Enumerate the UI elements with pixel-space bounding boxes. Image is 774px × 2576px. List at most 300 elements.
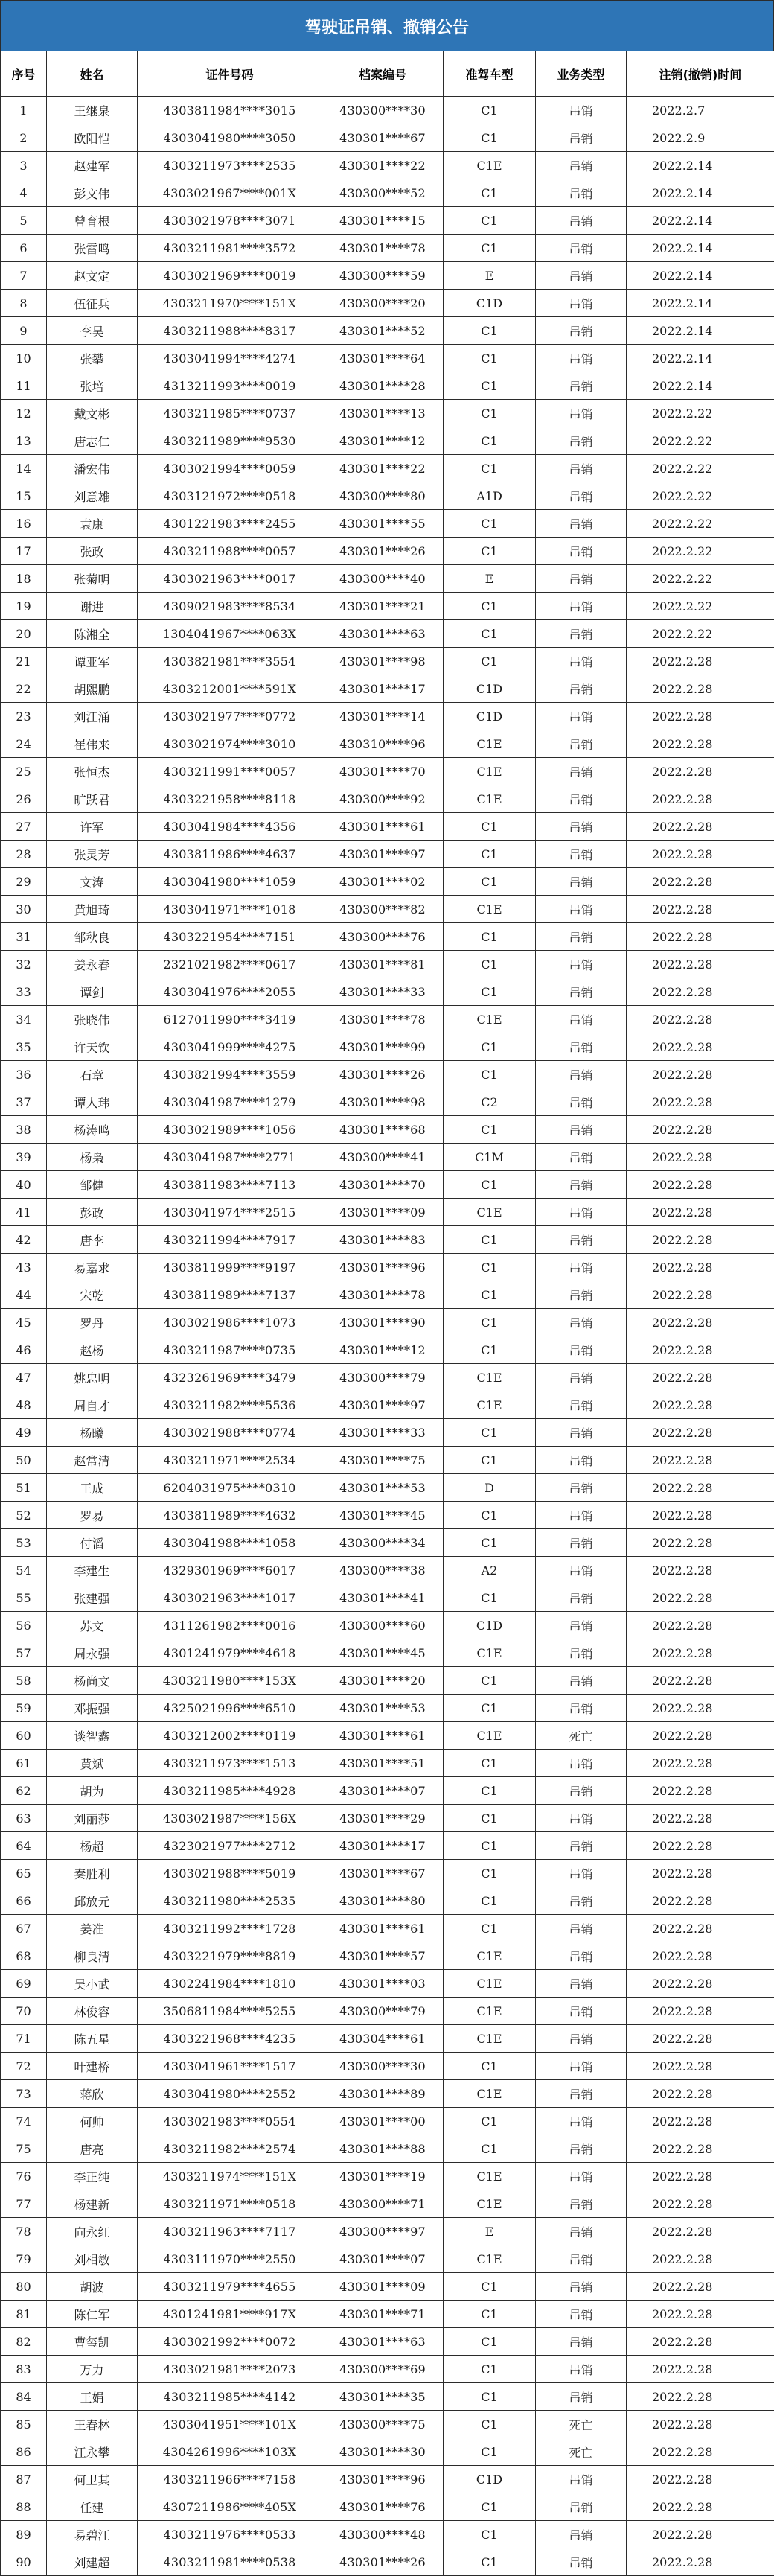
cell-seq: 53: [1, 1529, 47, 1557]
cell-revoke-date: 2022.2.28: [627, 1364, 774, 1391]
cell-id-number: 4303041976****2055: [138, 978, 322, 1006]
cell-file-number: 430301****26: [322, 538, 444, 565]
cell-seq: 64: [1, 1832, 47, 1860]
table-row: [1, 179, 774, 207]
table-row: [1, 1336, 774, 1364]
cell-vehicle-class: C1: [444, 2548, 536, 2576]
cell-file-number: 430301****99: [322, 1033, 444, 1061]
cell-seq: 38: [1, 1116, 47, 1144]
cell-business-type: 吊销: [536, 1805, 627, 1832]
revocation-table: [0, 51, 774, 2576]
cell-vehicle-class: C1D: [444, 1612, 536, 1639]
cell-id-number: 4323021977****2712: [138, 1832, 322, 1860]
cell-file-number: 430301****63: [322, 620, 444, 648]
cell-seq: 85: [1, 2411, 47, 2438]
cell-revoke-date: 2022.2.14: [627, 372, 774, 400]
cell-id-number: 4303212001****591X: [138, 675, 322, 703]
cell-name: 李正纯: [47, 2163, 138, 2190]
cell-vehicle-class: C1: [444, 1447, 536, 1474]
cell-id-number: 4303211974****151X: [138, 2163, 322, 2190]
cell-id-number: 4303211985****4142: [138, 2383, 322, 2411]
cell-id-number: 4303211980****153X: [138, 1667, 322, 1695]
cell-file-number: 430304****61: [322, 2025, 444, 2053]
cell-vehicle-class: C1: [444, 1254, 536, 1281]
cell-id-number: 4325021996****6510: [138, 1695, 322, 1722]
cell-vehicle-class: C1: [444, 593, 536, 620]
cell-revoke-date: 2022.2.28: [627, 2135, 774, 2163]
cell-name: 赵常清: [47, 1447, 138, 1474]
cell-revoke-date: 2022.2.28: [627, 1695, 774, 1722]
cell-name: 周永强: [47, 1639, 138, 1667]
cell-file-number: 430301****53: [322, 1474, 444, 1502]
cell-business-type: 吊销: [536, 1309, 627, 1336]
table-row: [1, 1502, 774, 1529]
cell-name: 唐亮: [47, 2135, 138, 2163]
cell-seq: 20: [1, 620, 47, 648]
cell-revoke-date: 2022.2.28: [627, 1088, 774, 1116]
table-row: [1, 1639, 774, 1667]
cell-seq: 84: [1, 2383, 47, 2411]
cell-name: 王成: [47, 1474, 138, 1502]
cell-business-type: 吊销: [536, 868, 627, 896]
cell-revoke-date: 2022.2.28: [627, 2053, 774, 2080]
cell-id-number: 4303021963****0017: [138, 565, 322, 593]
cell-file-number: 430301****41: [322, 1584, 444, 1612]
cell-name: 姜永春: [47, 951, 138, 978]
cell-id-number: 4301241979****4618: [138, 1639, 322, 1667]
cell-file-number: 430301****30: [322, 2438, 444, 2466]
cell-file-number: 430301****15: [322, 207, 444, 235]
cell-name: 谭剑: [47, 978, 138, 1006]
table-row: [1, 1419, 774, 1447]
cell-revoke-date: 2022.2.14: [627, 290, 774, 317]
cell-revoke-date: 2022.2.28: [627, 1860, 774, 1887]
cell-id-number: 4303021988****5019: [138, 1860, 322, 1887]
cell-id-number: 4303211966****7158: [138, 2466, 322, 2493]
cell-vehicle-class: C1: [444, 923, 536, 951]
cell-vehicle-class: C1E: [444, 1391, 536, 1419]
cell-file-number: 430300****60: [322, 1612, 444, 1639]
cell-seq: 27: [1, 813, 47, 841]
cell-vehicle-class: C1E: [444, 2245, 536, 2273]
table-row: [1, 1116, 774, 1144]
cell-business-type: 吊销: [536, 2108, 627, 2135]
cell-vehicle-class: C1E: [444, 1970, 536, 1998]
cell-business-type: 吊销: [536, 97, 627, 124]
cell-id-number: 4303811989****7137: [138, 1281, 322, 1309]
cell-id-number: 4303041988****1058: [138, 1529, 322, 1557]
cell-name: 杨尚文: [47, 1667, 138, 1695]
cell-seq: 87: [1, 2466, 47, 2493]
cell-vehicle-class: C1: [444, 1336, 536, 1364]
cell-vehicle-class: C1E: [444, 730, 536, 758]
cell-business-type: 吊销: [536, 813, 627, 841]
cell-business-type: 吊销: [536, 1254, 627, 1281]
cell-file-number: 430300****34: [322, 1529, 444, 1557]
cell-business-type: 吊销: [536, 2301, 627, 2328]
cell-vehicle-class: C1: [444, 2273, 536, 2301]
cell-name: 谈智鑫: [47, 1722, 138, 1750]
header-revoke-date: 注销(撤销)时间: [627, 51, 774, 97]
cell-business-type: 吊销: [536, 675, 627, 703]
cell-file-number: 430301****61: [322, 813, 444, 841]
cell-vehicle-class: C1: [444, 2411, 536, 2438]
cell-seq: 88: [1, 2493, 47, 2521]
cell-seq: 14: [1, 455, 47, 482]
cell-file-number: 430301****97: [322, 1391, 444, 1419]
cell-seq: 34: [1, 1006, 47, 1033]
cell-seq: 22: [1, 675, 47, 703]
cell-id-number: 4329301969****6017: [138, 1557, 322, 1584]
cell-file-number: 430301****64: [322, 345, 444, 372]
cell-vehicle-class: C1: [444, 1226, 536, 1254]
cell-revoke-date: 2022.2.28: [627, 1722, 774, 1750]
table-row: [1, 1942, 774, 1970]
cell-revoke-date: 2022.2.28: [627, 1915, 774, 1942]
cell-vehicle-class: C1: [444, 2053, 536, 2080]
cell-vehicle-class: C1: [444, 2383, 536, 2411]
table-row: [1, 2383, 774, 2411]
cell-seq: 86: [1, 2438, 47, 2466]
cell-name: 刘意雄: [47, 482, 138, 510]
cell-seq: 52: [1, 1502, 47, 1529]
cell-file-number: 430301****07: [322, 1777, 444, 1805]
cell-revoke-date: 2022.2.28: [627, 2025, 774, 2053]
cell-revoke-date: 2022.2.28: [627, 1006, 774, 1033]
cell-name: 江永攀: [47, 2438, 138, 2466]
cell-id-number: 4302241984****1810: [138, 1970, 322, 1998]
cell-file-number: 430301****53: [322, 1695, 444, 1722]
cell-business-type: 吊销: [536, 1860, 627, 1887]
cell-seq: 28: [1, 841, 47, 868]
cell-vehicle-class: C1: [444, 235, 536, 262]
cell-vehicle-class: C1: [444, 1695, 536, 1722]
table-row: [1, 593, 774, 620]
cell-seq: 25: [1, 758, 47, 785]
cell-id-number: 4303211963****7117: [138, 2218, 322, 2245]
cell-name: 彭政: [47, 1199, 138, 1226]
cell-revoke-date: 2022.2.28: [627, 2438, 774, 2466]
cell-vehicle-class: C1E: [444, 1639, 536, 1667]
cell-name: 石章: [47, 1061, 138, 1088]
cell-business-type: 吊销: [536, 2466, 627, 2493]
cell-vehicle-class: C1: [444, 2438, 536, 2466]
cell-business-type: 吊销: [536, 730, 627, 758]
cell-name: 黄旭琦: [47, 896, 138, 923]
table-row: [1, 152, 774, 179]
cell-id-number: 4303221954****7151: [138, 923, 322, 951]
table-row: [1, 951, 774, 978]
cell-file-number: 430300****40: [322, 565, 444, 593]
cell-id-number: 4313211993****0019: [138, 372, 322, 400]
cell-vehicle-class: C1: [444, 951, 536, 978]
cell-seq: 17: [1, 538, 47, 565]
cell-file-number: 430301****26: [322, 2548, 444, 2576]
cell-seq: 37: [1, 1088, 47, 1116]
cell-seq: 44: [1, 1281, 47, 1309]
cell-revoke-date: 2022.2.28: [627, 2218, 774, 2245]
cell-business-type: 吊销: [536, 1419, 627, 1447]
cell-name: 胡为: [47, 1777, 138, 1805]
cell-revoke-date: 2022.2.28: [627, 1144, 774, 1171]
cell-vehicle-class: C1: [444, 317, 536, 345]
cell-business-type: 吊销: [536, 1336, 627, 1364]
cell-revoke-date: 2022.2.28: [627, 1336, 774, 1364]
cell-seq: 31: [1, 923, 47, 951]
cell-file-number: 430301****98: [322, 1088, 444, 1116]
cell-vehicle-class: E: [444, 565, 536, 593]
table-row: [1, 758, 774, 785]
cell-revoke-date: 2022.2.28: [627, 2273, 774, 2301]
cell-revoke-date: 2022.2.22: [627, 455, 774, 482]
cell-business-type: 吊销: [536, 2245, 627, 2273]
cell-revoke-date: 2022.2.28: [627, 2190, 774, 2218]
header-id-number: 证件号码: [138, 51, 322, 97]
table-row: [1, 868, 774, 896]
table-row: [1, 1805, 774, 1832]
cell-file-number: 430300****80: [322, 482, 444, 510]
cell-seq: 32: [1, 951, 47, 978]
cell-name: 谭亚军: [47, 648, 138, 675]
cell-vehicle-class: C1: [444, 1033, 536, 1061]
cell-id-number: 4303041987****1279: [138, 1088, 322, 1116]
cell-revoke-date: 2022.2.28: [627, 1309, 774, 1336]
cell-file-number: 430301****20: [322, 1667, 444, 1695]
table-row: [1, 1970, 774, 1998]
cell-revoke-date: 2022.2.28: [627, 1639, 774, 1667]
cell-seq: 50: [1, 1447, 47, 1474]
cell-seq: 36: [1, 1061, 47, 1088]
table-row: [1, 1529, 774, 1557]
cell-id-number: 4303211985****0737: [138, 400, 322, 427]
cell-name: 姜准: [47, 1915, 138, 1942]
cell-business-type: 吊销: [536, 1584, 627, 1612]
table-row: [1, 2466, 774, 2493]
cell-name: 旷跃君: [47, 785, 138, 813]
cell-revoke-date: 2022.2.28: [627, 2080, 774, 2108]
cell-file-number: 430301****07: [322, 2245, 444, 2273]
table-row: [1, 2411, 774, 2438]
cell-id-number: 4303041974****2515: [138, 1199, 322, 1226]
cell-revoke-date: 2022.2.22: [627, 620, 774, 648]
cell-name: 张培: [47, 372, 138, 400]
cell-file-number: 430301****17: [322, 1832, 444, 1860]
table-row: [1, 1695, 774, 1722]
cell-vehicle-class: C1E: [444, 2080, 536, 2108]
cell-name: 杨涛鸣: [47, 1116, 138, 1144]
cell-file-number: 430301****78: [322, 235, 444, 262]
cell-seq: 10: [1, 345, 47, 372]
cell-seq: 19: [1, 593, 47, 620]
cell-name: 赵建军: [47, 152, 138, 179]
cell-id-number: 2321021982****0617: [138, 951, 322, 978]
table-row: [1, 730, 774, 758]
cell-seq: 82: [1, 2328, 47, 2356]
table-row: [1, 1998, 774, 2025]
cell-id-number: 4303211973****1513: [138, 1750, 322, 1777]
cell-seq: 24: [1, 730, 47, 758]
cell-revoke-date: 2022.2.28: [627, 2328, 774, 2356]
table-row: [1, 372, 774, 400]
cell-revoke-date: 2022.2.14: [627, 179, 774, 207]
cell-seq: 56: [1, 1612, 47, 1639]
cell-file-number: 430300****92: [322, 785, 444, 813]
cell-file-number: 430301****57: [322, 1942, 444, 1970]
cell-seq: 62: [1, 1777, 47, 1805]
cell-id-number: 4303211980****2535: [138, 1887, 322, 1915]
cell-file-number: 430301****51: [322, 1750, 444, 1777]
cell-business-type: 吊销: [536, 1006, 627, 1033]
cell-revoke-date: 2022.2.22: [627, 510, 774, 538]
cell-revoke-date: 2022.2.28: [627, 1584, 774, 1612]
table-row: [1, 841, 774, 868]
table-row: [1, 648, 774, 675]
cell-file-number: 430301****90: [322, 1309, 444, 1336]
cell-revoke-date: 2022.2.28: [627, 1667, 774, 1695]
table-row: [1, 124, 774, 152]
cell-business-type: 吊销: [536, 1695, 627, 1722]
cell-name: 伍征兵: [47, 290, 138, 317]
cell-id-number: 4303021989****1056: [138, 1116, 322, 1144]
cell-seq: 43: [1, 1254, 47, 1281]
cell-seq: 9: [1, 317, 47, 345]
cell-name: 黄斌: [47, 1750, 138, 1777]
cell-id-number: 4303111970****2550: [138, 2245, 322, 2273]
cell-name: 唐李: [47, 1226, 138, 1254]
table-header-row: [1, 51, 774, 97]
cell-seq: 67: [1, 1915, 47, 1942]
cell-business-type: 吊销: [536, 620, 627, 648]
table-row: [1, 510, 774, 538]
cell-seq: 41: [1, 1199, 47, 1226]
table-row: [1, 2135, 774, 2163]
cell-file-number: 430301****88: [322, 2135, 444, 2163]
cell-id-number: 4303021978****3071: [138, 207, 322, 235]
cell-file-number: 430301****02: [322, 868, 444, 896]
cell-revoke-date: 2022.2.14: [627, 345, 774, 372]
cell-seq: 33: [1, 978, 47, 1006]
cell-vehicle-class: C1: [444, 620, 536, 648]
cell-vehicle-class: C1: [444, 207, 536, 235]
cell-business-type: 吊销: [536, 1391, 627, 1419]
cell-file-number: 430300****30: [322, 2053, 444, 2080]
cell-file-number: 430300****30: [322, 97, 444, 124]
cell-file-number: 430301****75: [322, 1447, 444, 1474]
cell-revoke-date: 2022.2.28: [627, 2383, 774, 2411]
cell-seq: 18: [1, 565, 47, 593]
table-row: [1, 1750, 774, 1777]
cell-file-number: 430301****97: [322, 841, 444, 868]
cell-revoke-date: 2022.2.28: [627, 1998, 774, 2025]
cell-seq: 46: [1, 1336, 47, 1364]
cell-business-type: 吊销: [536, 1199, 627, 1226]
cell-name: 叶建桥: [47, 2053, 138, 2080]
cell-name: 赵杨: [47, 1336, 138, 1364]
cell-name: 刘丽莎: [47, 1805, 138, 1832]
cell-business-type: 吊销: [536, 317, 627, 345]
cell-vehicle-class: C1: [444, 868, 536, 896]
cell-id-number: 4303211992****1728: [138, 1915, 322, 1942]
cell-id-number: 4303221958****8118: [138, 785, 322, 813]
cell-file-number: 430301****33: [322, 1419, 444, 1447]
table-row: [1, 1391, 774, 1419]
cell-id-number: 4303021986****1073: [138, 1309, 322, 1336]
cell-id-number: 4303041971****1018: [138, 896, 322, 923]
table-row: [1, 2438, 774, 2466]
cell-vehicle-class: C1: [444, 841, 536, 868]
cell-id-number: 4303211994****7917: [138, 1226, 322, 1254]
cell-vehicle-class: C1: [444, 1419, 536, 1447]
cell-file-number: 430301****67: [322, 1860, 444, 1887]
cell-seq: 4: [1, 179, 47, 207]
cell-id-number: 4303211989****9530: [138, 427, 322, 455]
cell-seq: 55: [1, 1584, 47, 1612]
cell-file-number: 430300****71: [322, 2190, 444, 2218]
cell-name: 刘相敏: [47, 2245, 138, 2273]
cell-name: 万力: [47, 2356, 138, 2383]
cell-vehicle-class: C1: [444, 345, 536, 372]
cell-revoke-date: 2022.2.28: [627, 978, 774, 1006]
cell-name: 曾育根: [47, 207, 138, 235]
cell-name: 何卫其: [47, 2466, 138, 2493]
cell-revoke-date: 2022.2.28: [627, 2356, 774, 2383]
cell-name: 易碧江: [47, 2521, 138, 2548]
cell-id-number: 4323261969****3479: [138, 1364, 322, 1391]
cell-revoke-date: 2022.2.9: [627, 124, 774, 152]
cell-id-number: 4303211981****0538: [138, 2548, 322, 2576]
table-row: [1, 1006, 774, 1033]
cell-vehicle-class: E: [444, 262, 536, 290]
cell-id-number: 4303211985****4928: [138, 1777, 322, 1805]
cell-vehicle-class: C1D: [444, 675, 536, 703]
cell-business-type: 吊销: [536, 124, 627, 152]
cell-business-type: 吊销: [536, 1529, 627, 1557]
cell-business-type: 吊销: [536, 2190, 627, 2218]
table-row: [1, 1777, 774, 1805]
cell-vehicle-class: C1: [444, 1281, 536, 1309]
cell-id-number: 4303041999****4275: [138, 1033, 322, 1061]
cell-name: 张晓伟: [47, 1006, 138, 1033]
table-row: [1, 785, 774, 813]
cell-vehicle-class: C2: [444, 1088, 536, 1116]
cell-vehicle-class: C1: [444, 1502, 536, 1529]
cell-file-number: 430301****63: [322, 2328, 444, 2356]
cell-name: 张政: [47, 538, 138, 565]
cell-name: 刘江涌: [47, 703, 138, 730]
cell-revoke-date: 2022.2.28: [627, 1199, 774, 1226]
cell-id-number: 4303021977****0772: [138, 703, 322, 730]
cell-file-number: 430301****71: [322, 2301, 444, 2328]
cell-seq: 68: [1, 1942, 47, 1970]
cell-revoke-date: 2022.2.28: [627, 648, 774, 675]
cell-id-number: 4303021988****0774: [138, 1419, 322, 1447]
cell-file-number: 430301****61: [322, 1915, 444, 1942]
cell-file-number: 430301****81: [322, 951, 444, 978]
cell-id-number: 4303021992****0072: [138, 2328, 322, 2356]
cell-file-number: 430301****09: [322, 1199, 444, 1226]
cell-revoke-date: 2022.2.28: [627, 785, 774, 813]
cell-business-type: 吊销: [536, 2273, 627, 2301]
cell-business-type: 吊销: [536, 290, 627, 317]
cell-vehicle-class: C1D: [444, 290, 536, 317]
cell-seq: 60: [1, 1722, 47, 1750]
cell-vehicle-class: C1: [444, 510, 536, 538]
cell-seq: 75: [1, 2135, 47, 2163]
cell-id-number: 4303021974****3010: [138, 730, 322, 758]
cell-name: 易嘉求: [47, 1254, 138, 1281]
cell-seq: 57: [1, 1639, 47, 1667]
cell-revoke-date: 2022.2.28: [627, 703, 774, 730]
